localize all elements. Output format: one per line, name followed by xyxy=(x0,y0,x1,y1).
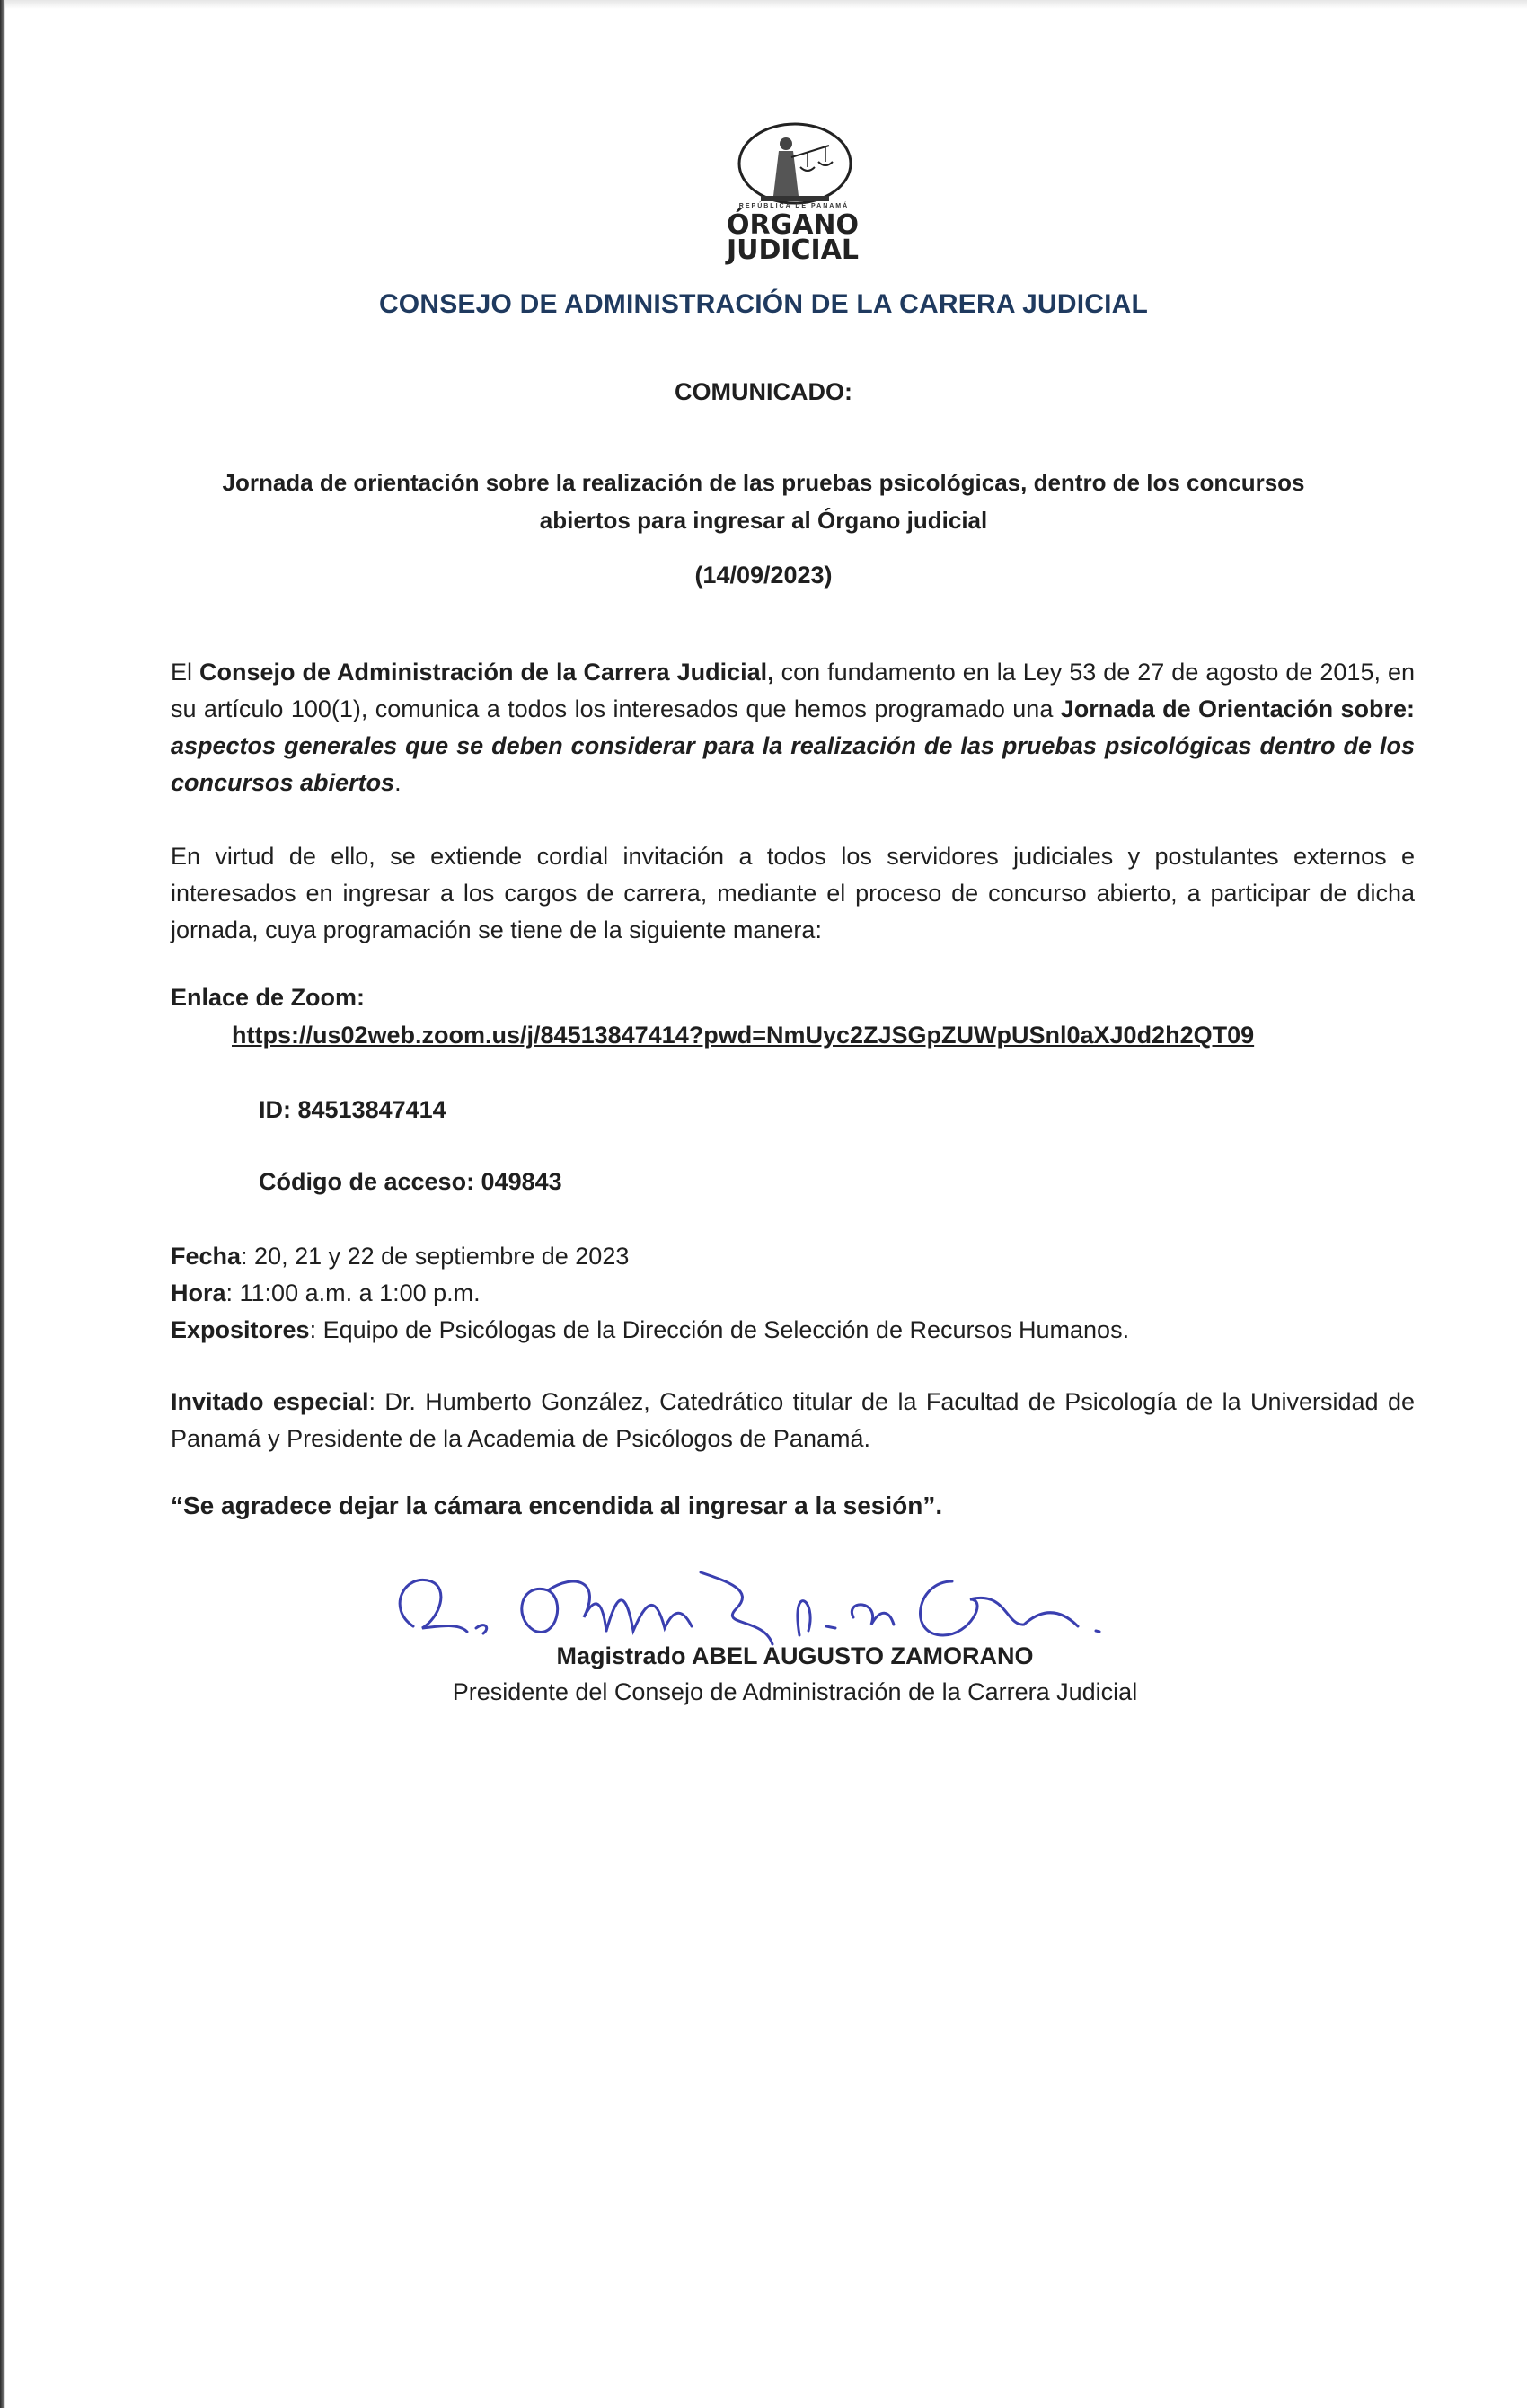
logo-text-judicial: JUDICIAL xyxy=(726,235,860,266)
subject-line-2: abiertos para ingresar al Órgano judicial xyxy=(539,507,988,534)
meeting-id xyxy=(259,1096,446,1124)
detail-expositores xyxy=(171,1312,1129,1349)
document-heading: COMUNICADO: xyxy=(675,378,852,405)
zoom-link-label: Enlace de Zoom: xyxy=(171,984,366,1011)
document-subject xyxy=(0,464,1527,539)
paragraph-invitation: En virtud de ello, se extiende cordial invitación a todos los servidores judiciales y postulantes externos e interesados en ingresar a los cargos de carrera, mediante el proceso de concurso abierto, a participar de dicha jornada, cuya programación se tiene de la siguiente manera: xyxy=(171,843,1415,943)
scan-left-edge xyxy=(0,0,5,2408)
fecha-label: Fecha xyxy=(171,1243,242,1270)
justice-emblem-icon xyxy=(714,117,871,207)
intro-prefix: El xyxy=(171,659,199,686)
closing-quote: “Se agradece dejar la cámara encendida al ingresar a la sesión”. xyxy=(171,1492,943,1519)
meeting-id-value: 84513847414 xyxy=(297,1096,446,1123)
detail-invitado xyxy=(171,1384,1415,1457)
council-title: CONSEJO DE ADMINISTRACIÓN DE LA CARERA JUDICIAL xyxy=(378,289,1149,319)
intro-middle-text: con fundamento en la Ley 53 de 27 de agosto de 2015, en su artículo 100(1), comunica a todos los interesados que hemos programado una xyxy=(171,659,1415,722)
document-date: (14/09/2023) xyxy=(694,562,833,589)
intro-end: . xyxy=(394,769,402,796)
detail-fecha xyxy=(171,1238,629,1275)
hora-label: Hora xyxy=(171,1279,226,1306)
expositores-value: : Equipo de Psicólogas de la Dirección de Selección de Recursos Humanos. xyxy=(309,1316,1130,1343)
hora-value: : 11:00 a.m. a 1:00 p.m. xyxy=(225,1279,481,1306)
access-code-label: Código de acceso xyxy=(259,1168,467,1195)
access-code-value: : 049843 xyxy=(466,1168,562,1195)
expositores-label: Expositores xyxy=(171,1316,310,1343)
invitado-label: Invitado especial xyxy=(171,1388,369,1415)
intro-jornada-label: Jornada de Orientación sobre: xyxy=(1060,695,1415,722)
zoom-meeting-link[interactable]: https://us02web.zoom.us/j/84513847414?pwd=NmUyc2ZJSGpZUWpUSnl0aXJ0d2h2QT09 xyxy=(232,1022,1255,1049)
detail-hora xyxy=(171,1275,481,1312)
signatory-name: Magistrado ABEL AUGUSTO ZAMORANO xyxy=(556,1642,1034,1669)
signatory-role: Presidente del Consejo de Administración de la Carrera Judicial xyxy=(452,1678,1138,1705)
logo-text-organo: ÓRGANO xyxy=(726,209,860,241)
fecha-value: : 20, 21 y 22 de septiembre de 2023 xyxy=(241,1243,630,1270)
scan-top-shadow xyxy=(0,0,1527,9)
invitado-value: : Dr. Humberto González, Catedrático titular de la Facultad de Psicología de la Universidad de Panamá y Presidente de la Academia de Psicólogos de Panamá. xyxy=(171,1388,1415,1452)
subject-line-1: Jornada de orientación sobre la realización de las pruebas psicológicas, dentro de los concursos xyxy=(222,469,1305,496)
organo-judicial-logo xyxy=(714,117,871,266)
intro-council-name: Consejo de Administración de la Carrera Judicial, xyxy=(199,659,774,686)
logo-republic-text: REPÚBLICA DE PANAMÁ xyxy=(738,203,850,209)
intro-topic: aspectos generales que se deben considerar para la realización de las pruebas psicológicas dentro de los concursos abiertos xyxy=(171,732,1415,796)
meeting-id-label: ID: xyxy=(259,1096,298,1123)
paragraph-intro xyxy=(171,654,1415,801)
access-code xyxy=(259,1168,562,1196)
